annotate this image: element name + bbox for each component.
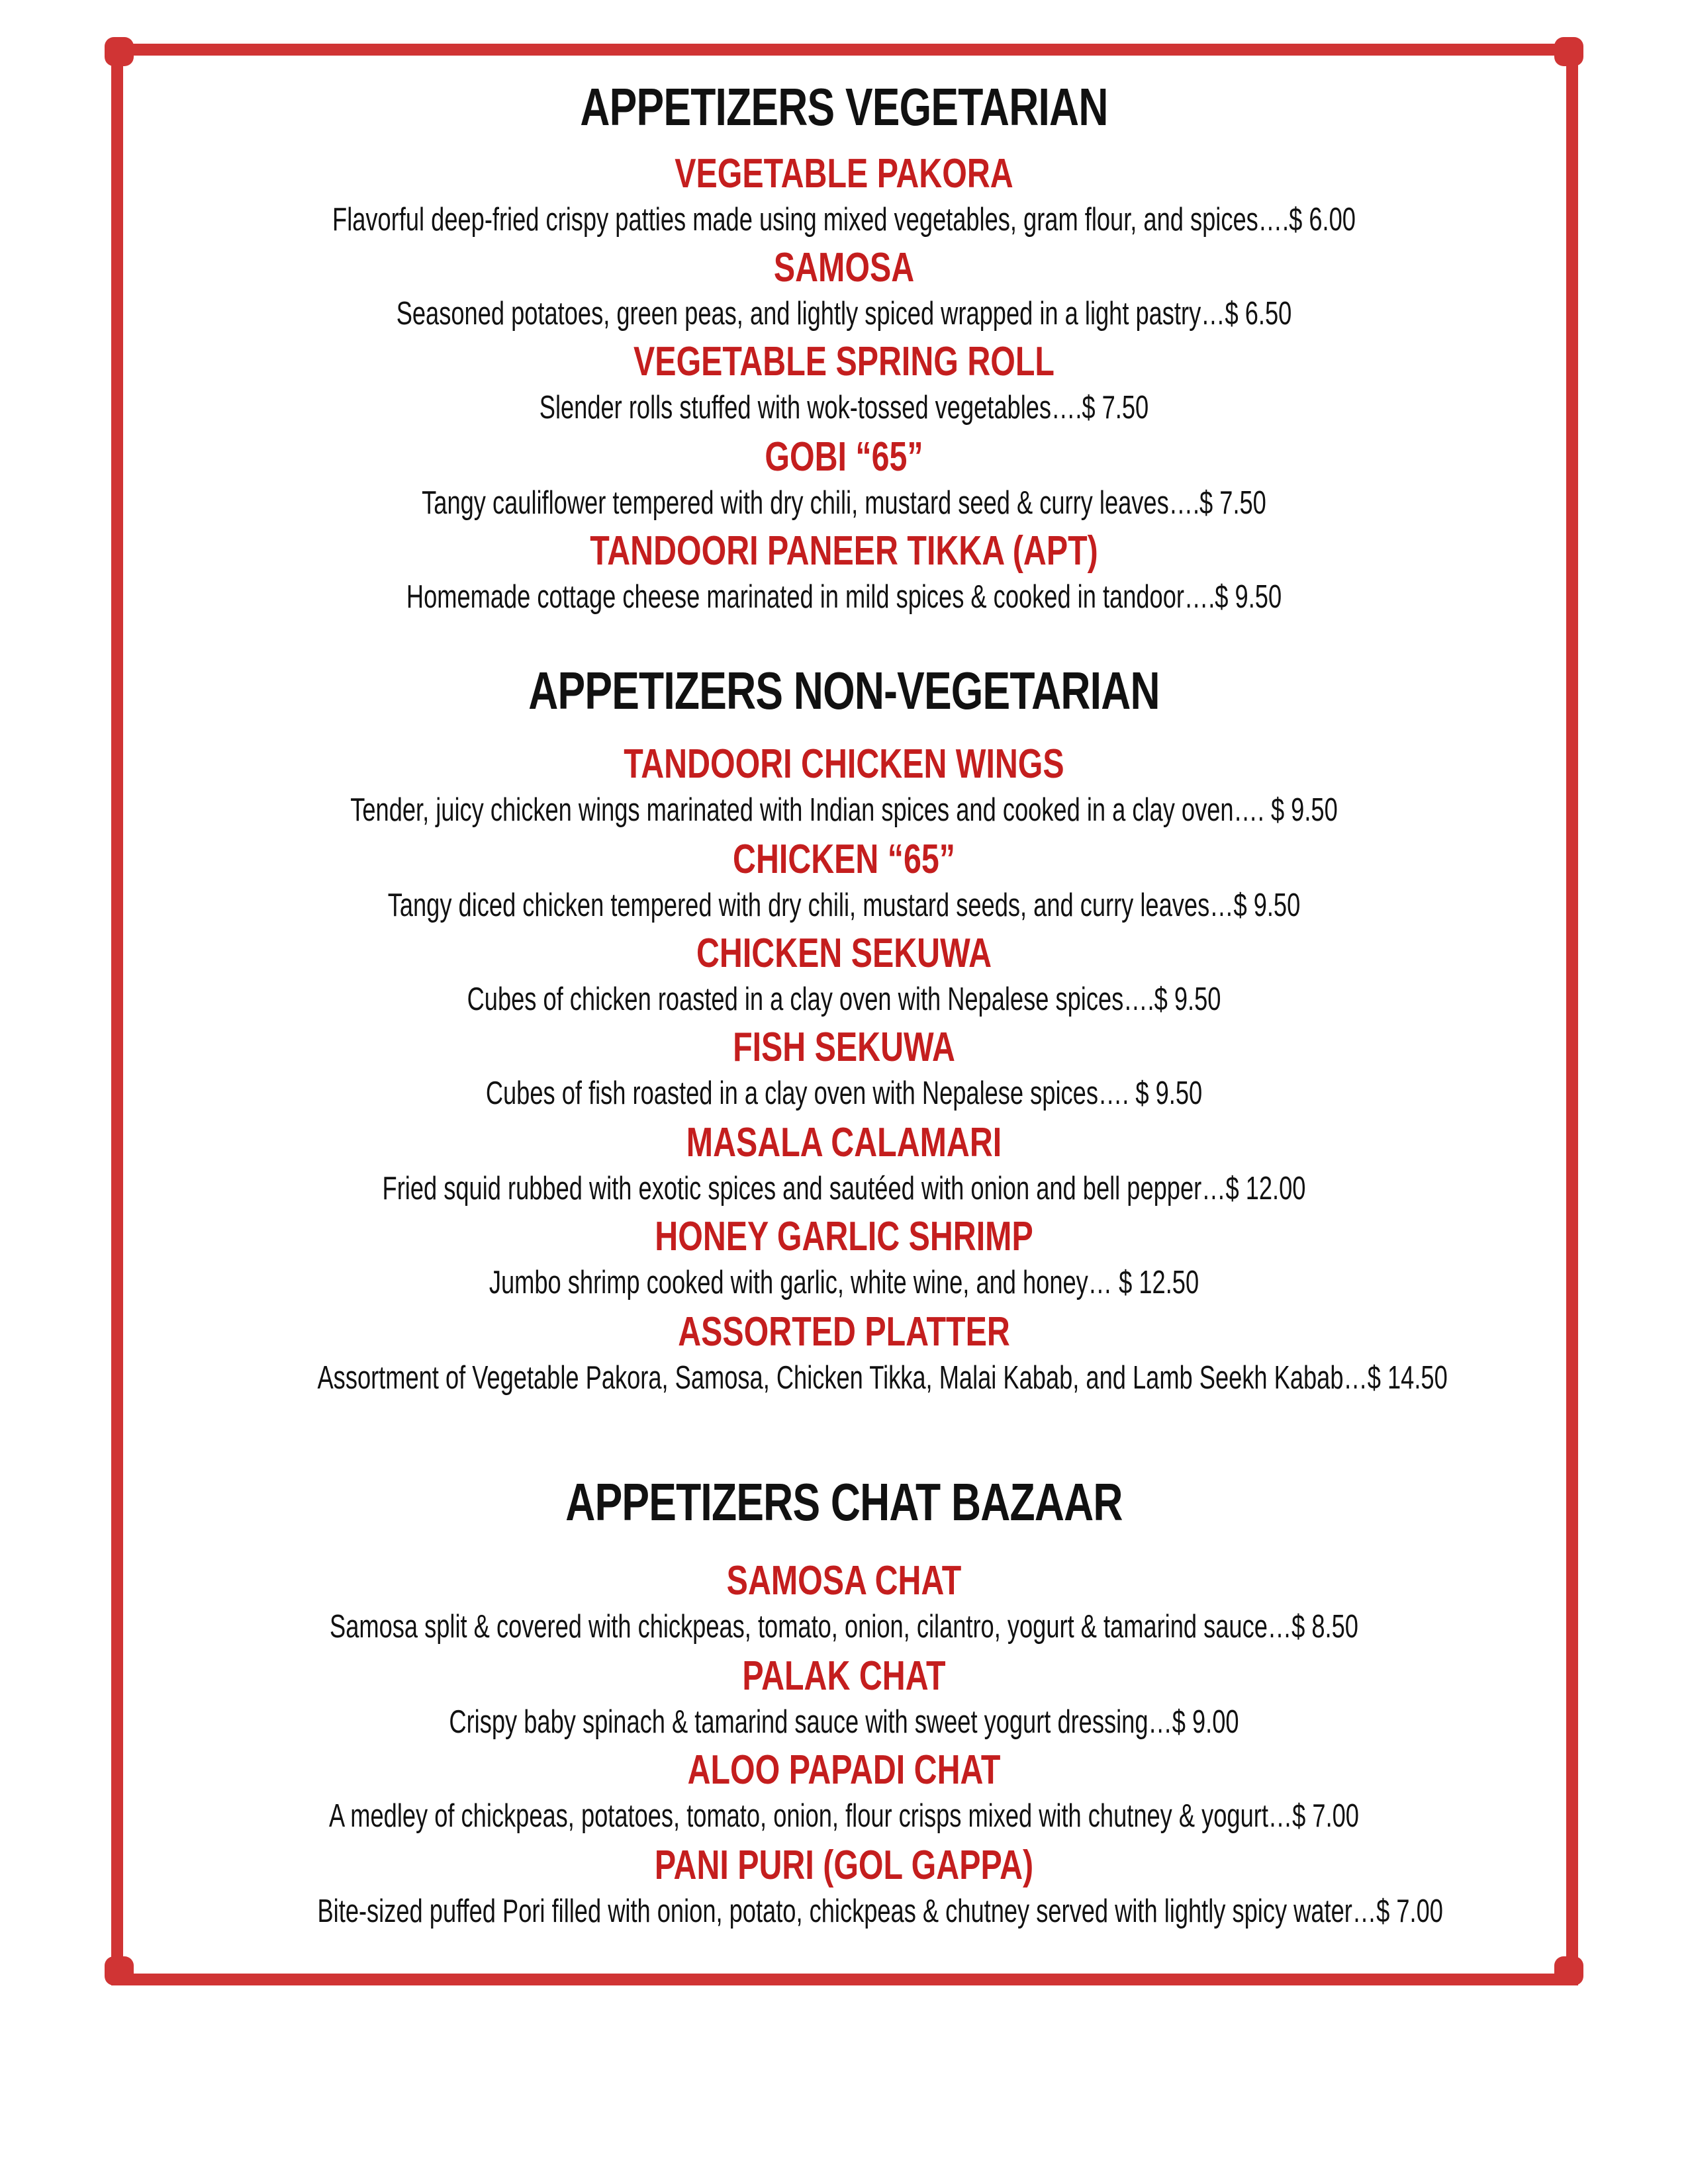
menu-item-name: GOBI “65”	[765, 434, 923, 480]
menu-item-description: Fried squid rubbed with exotic spices and sautéed with onion and bell pepper…$ 12.00	[382, 1171, 1306, 1206]
menu-item-name: VEGETABLE PAKORA	[675, 151, 1013, 197]
menu-item-name: TANDOORI CHICKEN WINGS	[624, 741, 1064, 787]
menu-item-name: CHICKEN SEKUWA	[696, 931, 992, 976]
menu-item-name: CHICKEN “65”	[733, 837, 955, 882]
menu-item-description: Crispy baby spinach & tamarind sauce with sweet yogurt dressing…$ 9.00	[449, 1704, 1239, 1740]
menu-item-description: Homemade cottage cheese marinated in mild spices & cooked in tandoor….$ 9.50	[406, 579, 1282, 615]
menu-item-name: MASALA CALAMARI	[686, 1120, 1002, 1165]
menu-item-description: Flavorful deep-fried crispy patties made using mixed vegetables, gram flour, and spices….$ 6.00	[332, 202, 1356, 238]
menu-item-name: ALOO PAPADI CHAT	[687, 1747, 1001, 1793]
border-corner-top-right	[1554, 37, 1583, 66]
menu-item-description: Tender, juicy chicken wings marinated with Indian spices and cooked in a clay oven…. $ 9.50	[350, 792, 1338, 828]
section-title-non-vegetarian: APPETIZERS NON-VEGETARIAN	[528, 661, 1160, 720]
menu-item-description: Seasoned potatoes, green peas, and lightly spiced wrapped in a light pastry…$ 6.50	[396, 296, 1292, 332]
border-corner-bottom-left	[105, 1956, 134, 1985]
menu-item-description: Jumbo shrimp cooked with garlic, white wine, and honey… $ 12.50	[489, 1265, 1199, 1300]
menu-item-description: Bite-sized puffed Pori filled with onion, potato, chickpeas & chutney served with lightly spicy water…$ 7.00	[317, 1893, 1443, 1929]
menu-item-description: Cubes of chicken roasted in a clay oven with Nepalese spices….$ 9.50	[467, 981, 1221, 1017]
menu-item-description: Samosa split & covered with chickpeas, tomato, onion, cilantro, yogurt & tamarind sauce…$ 8.50	[330, 1609, 1358, 1645]
menu-item-name: TANDOORI PANEER TIKKA (APT)	[590, 528, 1098, 574]
menu-item-name: SAMOSA CHAT	[726, 1558, 962, 1604]
section-title-chat-bazaar: APPETIZERS CHAT BAZAAR	[565, 1473, 1123, 1531]
menu-item-name: SAMOSA	[773, 245, 915, 291]
menu-item-name: VEGETABLE SPRING ROLL	[633, 339, 1055, 385]
menu-item-description: A medley of chickpeas, potatoes, tomato, onion, flour crisps mixed with chutney & yogurt…$ 7.00	[329, 1798, 1359, 1834]
menu-item-description: Slender rolls stuffed with wok-tossed vegetables….$ 7.50	[539, 390, 1149, 426]
menu-item-description: Assortment of Vegetable Pakora, Samosa, Chicken Tikka, Malai Kabab, and Lamb Seekh Kabab…$ 14.50	[317, 1360, 1448, 1396]
section-title-vegetarian: APPETIZERS VEGETARIAN	[580, 77, 1108, 136]
menu-item-name: HONEY GARLIC SHRIMP	[655, 1214, 1033, 1259]
menu-item-description: Tangy diced chicken tempered with dry chili, mustard seeds, and curry leaves…$ 9.50	[387, 887, 1301, 923]
menu-item-name: PALAK CHAT	[742, 1653, 946, 1699]
menu-item-description: Cubes of fish roasted in a clay oven with Nepalese spices…. $ 9.50	[485, 1075, 1203, 1111]
border-corner-bottom-right	[1554, 1956, 1583, 1985]
menu-item-description: Tangy cauliflower tempered with dry chili, mustard seed & curry leaves….$ 7.50	[422, 485, 1266, 521]
menu-item-name: FISH SEKUWA	[733, 1024, 955, 1070]
menu-item-name: ASSORTED PLATTER	[678, 1309, 1010, 1355]
border-corner-top-left	[105, 37, 134, 66]
menu-item-name: PANI PURI (GOL GAPPA)	[654, 1843, 1034, 1888]
